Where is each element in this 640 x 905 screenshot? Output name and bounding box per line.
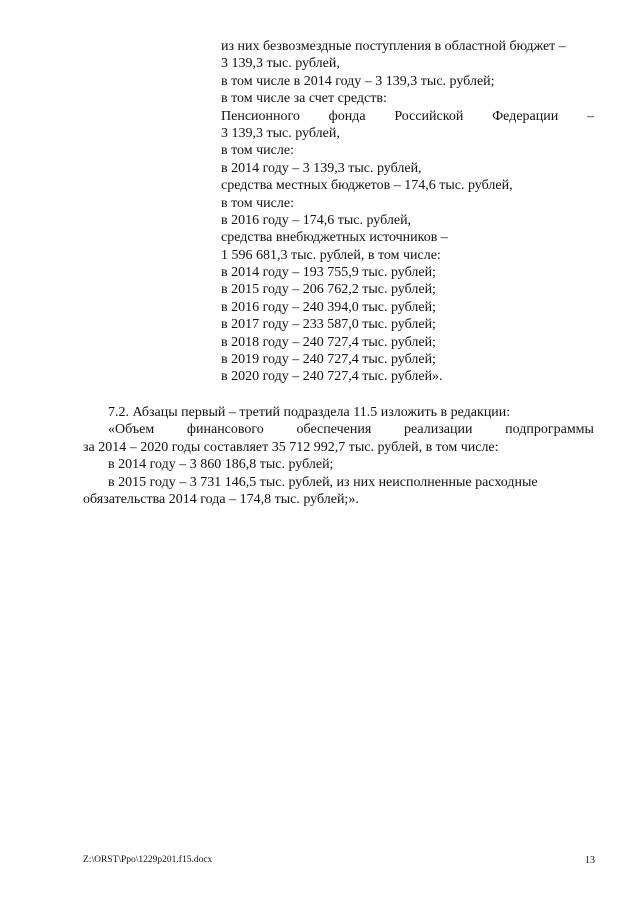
text-line: из них безвозмездные поступления в областной бюджет – [221,39,566,54]
footer-file-path: Z:\ORST\Ppo\1229p201.f15.docx [83,855,213,865]
text-line: 3 139,3 тыс. рублей, [221,125,340,141]
text-line: в 2014 году – 3 139,3 тыс. рублей, [221,160,422,176]
funding-sources-block [221,38,594,386]
justified-line [221,108,594,125]
text-line: в 2014 году – 3 860 186,8 тыс. рублей; [108,457,334,473]
word: Российской [394,108,464,124]
text-line: средства местных бюджетов – 174,6 тыс. рублей, [221,178,513,194]
text-line: в 2015 году – 206 762,2 тыс. рублей; [221,282,436,298]
word: финансового [186,422,264,438]
word: реализации [404,422,473,438]
text-line: обязательства 2014 года – 174,8 тыс. рублей;». [83,491,359,507]
text-line: в том числе в 2014 году – 3 139,3 тыс. рублей; [221,73,495,89]
text-line: в том числе за счет средств: [221,91,387,107]
word: «Объем [108,422,155,438]
word: фонда [328,108,366,124]
justified-line [83,421,594,438]
text-line: в 2019 году – 240 727,4 тыс. рублей; [221,352,436,368]
text-line: в том числе: [221,195,294,211]
word: Пенсионного [221,108,300,124]
text-line: в 2016 году – 174,6 тыс. рублей, [221,212,412,228]
word: обеспечения [296,422,372,438]
text-line: в 2015 году – 3 731 146,5 тыс. рублей, из них неисполненные расходные [108,474,538,490]
text-line: в том числе: [221,143,294,159]
word: – [587,108,594,124]
page-number: 13 [585,855,595,866]
word: подпрограммы [505,422,594,438]
text-line: за 2014 – 2020 годы составляет 35 712 992,7 тыс. рублей, в том числе: [83,439,499,455]
section-heading: 7.2. Абзацы первый – третий подраздела 11.5 изложить в редакции: [108,405,511,420]
text-line: 1 596 681,3 тыс. рублей, в том числе: [221,247,441,263]
text-line: в 2014 году – 193 755,9 тыс. рублей; [221,265,436,281]
text-line: в 2016 году – 240 394,0 тыс. рублей; [221,299,436,315]
text-line: средства внебюджетных источников – [221,230,448,246]
text-line: в 2017 году – 233 587,0 тыс. рублей; [221,317,436,333]
text-line: 3 139,3 тыс. рублей, [221,56,340,72]
word: Федерации [492,108,559,124]
section-7-2 [83,404,594,508]
text-line: в 2018 году – 240 727,4 тыс. рублей; [221,334,436,350]
text-line: в 2020 году – 240 727,4 тыс. рублей». [221,369,443,385]
